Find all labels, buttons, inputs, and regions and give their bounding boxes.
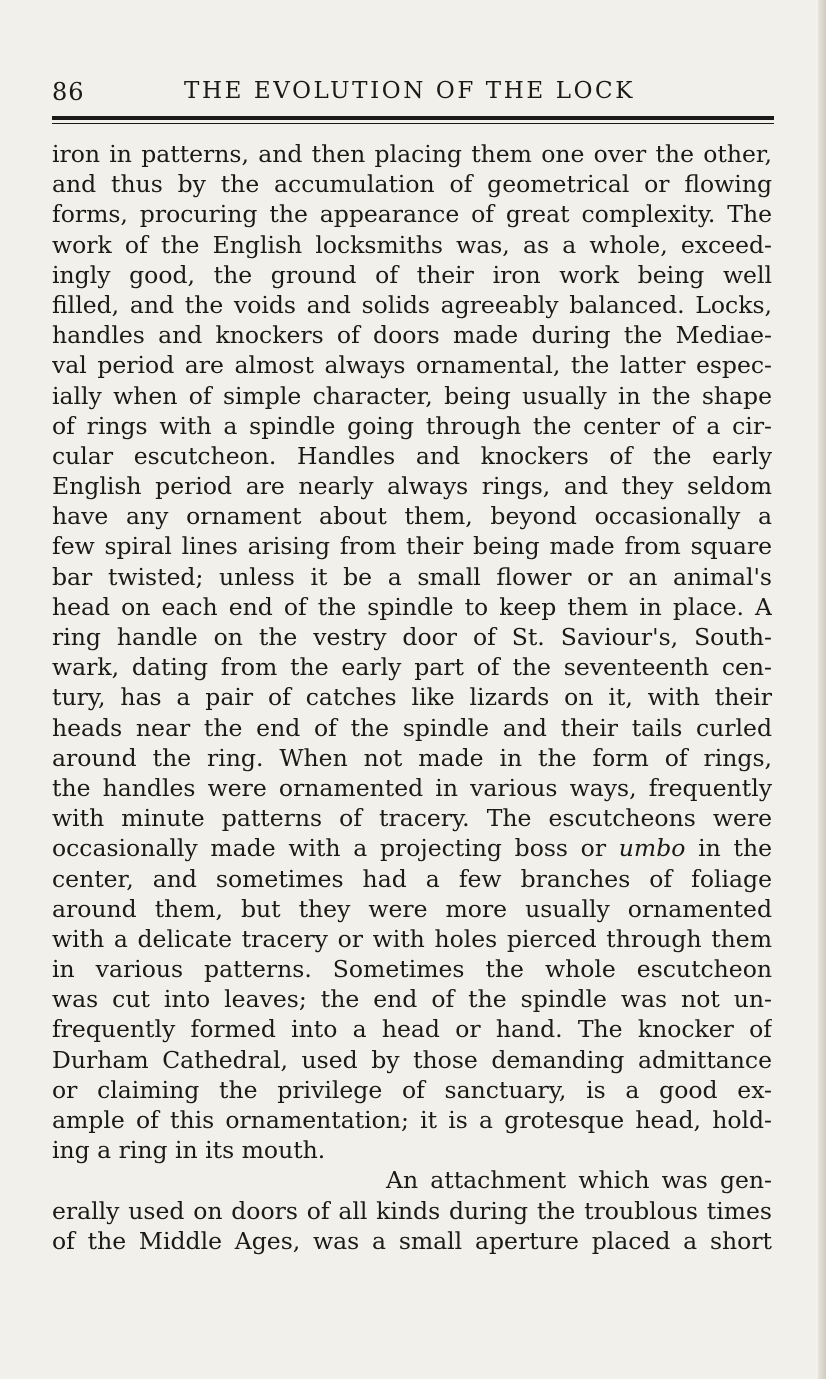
text-line-with-italic-umbo [52, 833, 772, 863]
text-line: with a delicate tracery or with holes pierced through them [52, 924, 772, 953]
text-line: Durham Cathedral, used by those demanding admittance [52, 1045, 772, 1074]
text-line: forms, procuring the appearance of great complexity. The [52, 200, 772, 229]
text-line: wark, dating from the early part of the seventeenth cen- [52, 653, 772, 682]
text-line: in various patterns. Sometimes the whole escutcheon [52, 955, 772, 984]
text-line: or claiming the privilege of sanctuary, is a good ex- [52, 1075, 772, 1104]
text-line: work of the English locksmiths was, as a whole, exceed- [52, 230, 772, 259]
text-line: head on each end of the spindle to keep them in place. A [52, 592, 772, 621]
header-rule-thin [52, 123, 774, 124]
text-line: around the ring. When not made in the form of rings, [52, 743, 772, 772]
text-line: ially when of simple character, being usually in the shape [52, 381, 772, 410]
text-line: have any ornament about them, beyond occasionally a [52, 502, 772, 531]
text-line: around them, but they were more usually ornamented [52, 894, 772, 923]
text-line: heads near the end of the spindle and their tails curled [52, 713, 772, 742]
text-line: the handles were ornamented in various ways, frequently [52, 773, 772, 802]
page-number: 86 [52, 78, 85, 106]
text-line: filled, and the voids and solids agreeably balanced. Locks, [52, 290, 772, 319]
text-line: ingly good, the ground of their iron work being well [52, 260, 772, 289]
text-line: handles and knockers of doors made during the Mediae- [52, 321, 772, 350]
text-line: frequently formed into a head or hand. The knocker of [52, 1015, 772, 1044]
text-fragment: occasionally made with a projecting boss or umbo in the [52, 834, 772, 863]
text-line: English period are nearly always rings, and they seldom [52, 472, 772, 501]
header-rule-thick [52, 116, 774, 120]
text-line: erally used on doors of all kinds during the troublous times [52, 1196, 772, 1225]
text-line: ample of this ornamentation; it is a grotesque head, hold- [52, 1106, 772, 1134]
body-text [52, 139, 772, 1256]
text-line: and thus by the accumulation of geometrical or flowing [52, 170, 772, 199]
text-line: with minute patterns of tracery. The escutcheons were [52, 804, 772, 833]
text-line: of rings with a spindle going through the center of a cir- [52, 411, 772, 440]
page-edge-shadow [818, 0, 826, 1379]
italic-term: umbo [618, 834, 686, 863]
text-line-paragraph-start: An attachment which was gen- [386, 1166, 772, 1195]
running-head [52, 78, 774, 112]
running-title: THE EVOLUTION OF THE LOCK [184, 78, 636, 104]
text-line: few spiral lines arising from their being made from square [52, 532, 772, 561]
text-line: bar twisted; unless it be a small flower or an animal's [52, 562, 772, 591]
text-line: was cut into leaves; the end of the spindle was not un- [52, 985, 772, 1014]
text-line: tury, has a pair of catches like lizards on it, with their [52, 683, 772, 712]
text-line-paragraph-end: ing a ring in its mouth. [52, 1136, 326, 1165]
text-line: of the Middle Ages, was a small aperture placed a short [52, 1226, 772, 1255]
text-line: ring handle on the vestry door of St. Saviour's, South- [52, 623, 772, 651]
text-line: val period are almost always ornamental, the latter espec- [52, 351, 772, 380]
text-line: iron in patterns, and then placing them one over the other, [52, 140, 772, 168]
text-line: center, and sometimes had a few branches of foliage [52, 864, 772, 893]
text-line: cular escutcheon. Handles and knockers of the early [52, 441, 772, 470]
